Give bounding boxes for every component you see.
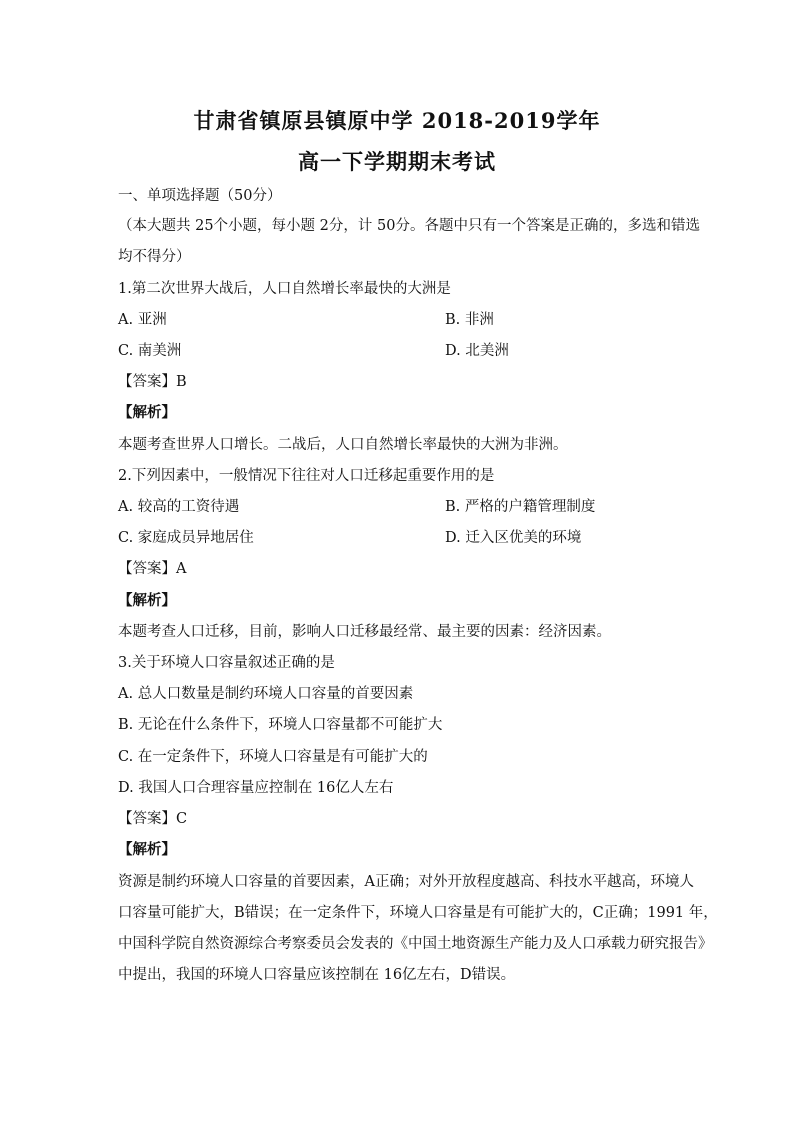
q1-analysis-label: 【解析】 <box>118 404 176 421</box>
q1-analysis: 本题考查世界人口增长。二战后，人口自然增长率最快的大洲为非洲。 <box>118 437 568 453</box>
q3-stem: 3.关于环境人口容量叙述正确的是 <box>118 655 335 671</box>
q2-option-c: C. 家庭成员异地居住 <box>118 530 254 546</box>
document-title-line2: 高一下学期期末考试 <box>298 149 496 174</box>
q2-option-a: A. 较高的工资待遇 <box>118 499 240 515</box>
q2-analysis: 本题考查人口迁移，目前，影响人口迁移最经常、最主要的因素：经济因素。 <box>118 624 611 640</box>
q3-analysis-line4: 中提出，我国的环境人口容量应该控制在 16亿左右，D错误。 <box>118 967 516 983</box>
q2-stem: 2.下列因素中，一般情况下往往对人口迁移起重要作用的是 <box>118 468 495 484</box>
q2-analysis-label: 【解析】 <box>118 592 176 609</box>
q1-option-c: C. 南美洲 <box>118 343 182 359</box>
q3-analysis-line3: 中国科学院自然资源综合考察委员会发表的《中国土地资源生产能力及人口承载力研究报告》 <box>118 936 713 952</box>
q2-option-b: B. 严格的户籍管理制度 <box>445 499 596 515</box>
q3-option-c: C. 在一定条件下，环境人口容量是有可能扩大的 <box>118 749 428 765</box>
instructions-line1: （本大题共 25个小题，每小题 2分，计 50分。各题中只有一个答案是正确的，多选和错选 <box>118 218 700 234</box>
q1-answer: 【答案】B <box>118 374 187 390</box>
q3-option-d: D. 我国人口合理容量应控制在 16亿人左右 <box>118 780 394 796</box>
q3-analysis-line1: 资源是制约环境人口容量的首要因素，A正确；对外开放程度越高、科技水平越高，环境人 <box>118 874 694 890</box>
q1-option-b: B. 非洲 <box>445 312 494 328</box>
q1-option-d: D. 北美洲 <box>445 343 509 359</box>
q3-answer: 【答案】C <box>118 811 188 827</box>
q1-option-a: A. 亚洲 <box>118 312 167 328</box>
q1-stem: 1.第二次世界大战后，人口自然增长率最快的大洲是 <box>118 281 451 297</box>
q2-option-d: D. 迁入区优美的环境 <box>445 530 582 546</box>
q2-answer: 【答案】A <box>118 561 187 577</box>
section-heading: 一、单项选择题（50分） <box>118 188 282 204</box>
document-title-line1: 甘肃省镇原县镇原中学 2018-2019学年 <box>193 108 601 133</box>
q3-option-b: B. 无论在什么条件下，环境人口容量都不可能扩大 <box>118 717 443 733</box>
q3-analysis-line2: 口容量可能扩大，B错误；在一定条件下，环境人口容量是有可能扩大的，C正确；1991 年， <box>118 905 718 921</box>
q3-option-a: A. 总人口数量是制约环境人口容量的首要因素 <box>118 686 414 702</box>
q3-analysis-label: 【解析】 <box>118 841 176 858</box>
instructions-line2: 均不得分） <box>118 249 191 265</box>
